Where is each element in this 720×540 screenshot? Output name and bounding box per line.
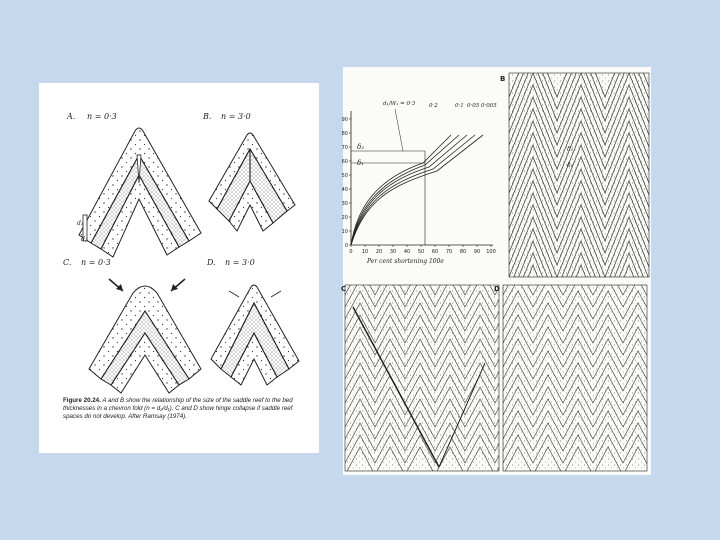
graph-x-label: Per cent shortening 100e <box>367 258 444 265</box>
d1-label: d₁ <box>77 220 84 227</box>
panel-b-label: B <box>500 75 506 83</box>
delta-label-1: δ₁ <box>357 159 365 167</box>
x-tick-label: 50 <box>417 249 425 255</box>
panel-b-fold <box>461 37 677 325</box>
panel-c-param: n = 0·3 <box>81 258 111 267</box>
panel-d-letter: D. <box>207 258 216 267</box>
graph-x-ticks <box>349 245 495 255</box>
panel-b-delta-2: δ₂ <box>567 146 574 153</box>
left-figure-page <box>39 83 319 453</box>
curve-label-1: 0·2 <box>429 103 438 109</box>
panel-c-fold <box>315 267 525 475</box>
delta-label-2: δ₂ <box>357 143 365 151</box>
panel-b-letter: B. <box>203 112 212 121</box>
y-tick-label: 40 <box>341 187 348 193</box>
panel-c-diagram <box>89 279 201 393</box>
fold-model-figure <box>343 67 651 475</box>
figure-caption-label: Figure 20.24. <box>63 397 101 404</box>
shortening-graph <box>342 109 496 255</box>
right-figure-page <box>343 67 651 475</box>
panel-c-label: C <box>341 285 347 293</box>
figure-caption <box>63 397 313 421</box>
x-tick-label: 90 <box>473 249 481 255</box>
y-tick-label: 80 <box>341 131 348 137</box>
x-tick-label: 30 <box>389 249 397 255</box>
x-tick-label: 100 <box>486 249 496 255</box>
panel-a-diagram <box>79 128 201 257</box>
y-tick-label: 20 <box>341 215 348 221</box>
x-tick-label: 40 <box>403 249 411 255</box>
x-tick-label: 20 <box>375 249 383 255</box>
x-tick-label: 60 <box>431 249 439 255</box>
y-tick-label: 60 <box>341 159 348 165</box>
curve-label-0: d₁/W₁ = 0·3 <box>383 101 416 107</box>
y-tick-label: 70 <box>341 145 348 151</box>
figure-caption-text: A and B show the relationship of the size of the saddle reef to the bed thicknesses in a chevron fold (n = d₂/d₁). C and D show hinge collapse if saddle reef spaces do not develop. After Ramsay (1974). <box>63 397 293 421</box>
panel-c-letter: C. <box>63 258 72 267</box>
y-tick-label: 50 <box>341 173 348 179</box>
x-tick-label: 80 <box>459 249 467 255</box>
panel-d-label: D <box>494 285 500 293</box>
y-tick-label: 90 <box>341 117 348 123</box>
d2-label: d₂ <box>81 236 88 243</box>
graph-curves <box>351 135 483 245</box>
panel-d-param: n = 3·0 <box>225 258 255 267</box>
panel-b-param: n = 3·0 <box>221 112 251 121</box>
panel-d-diagram <box>211 285 299 385</box>
panel-a-param: n = 0·3 <box>87 112 117 121</box>
x-tick-label: 0 <box>349 249 353 255</box>
y-tick-label: 30 <box>341 201 348 207</box>
panel-d-fold <box>473 267 668 475</box>
curve-label-3: 0·05 <box>467 103 480 109</box>
panel-b-diagram <box>209 133 295 231</box>
curve-label-2: 0·1 <box>455 103 464 109</box>
panel-b-delta-1: δ₁ <box>567 162 574 169</box>
y-tick-label: 10 <box>341 229 348 235</box>
x-tick-label: 70 <box>445 249 453 255</box>
curve-label-4: 0·005 <box>481 103 497 109</box>
panel-a-letter: A. <box>67 112 76 121</box>
y-tick-label: 0 <box>344 243 348 249</box>
x-tick-label: 10 <box>361 249 369 255</box>
graph-y-ticks <box>342 117 351 249</box>
